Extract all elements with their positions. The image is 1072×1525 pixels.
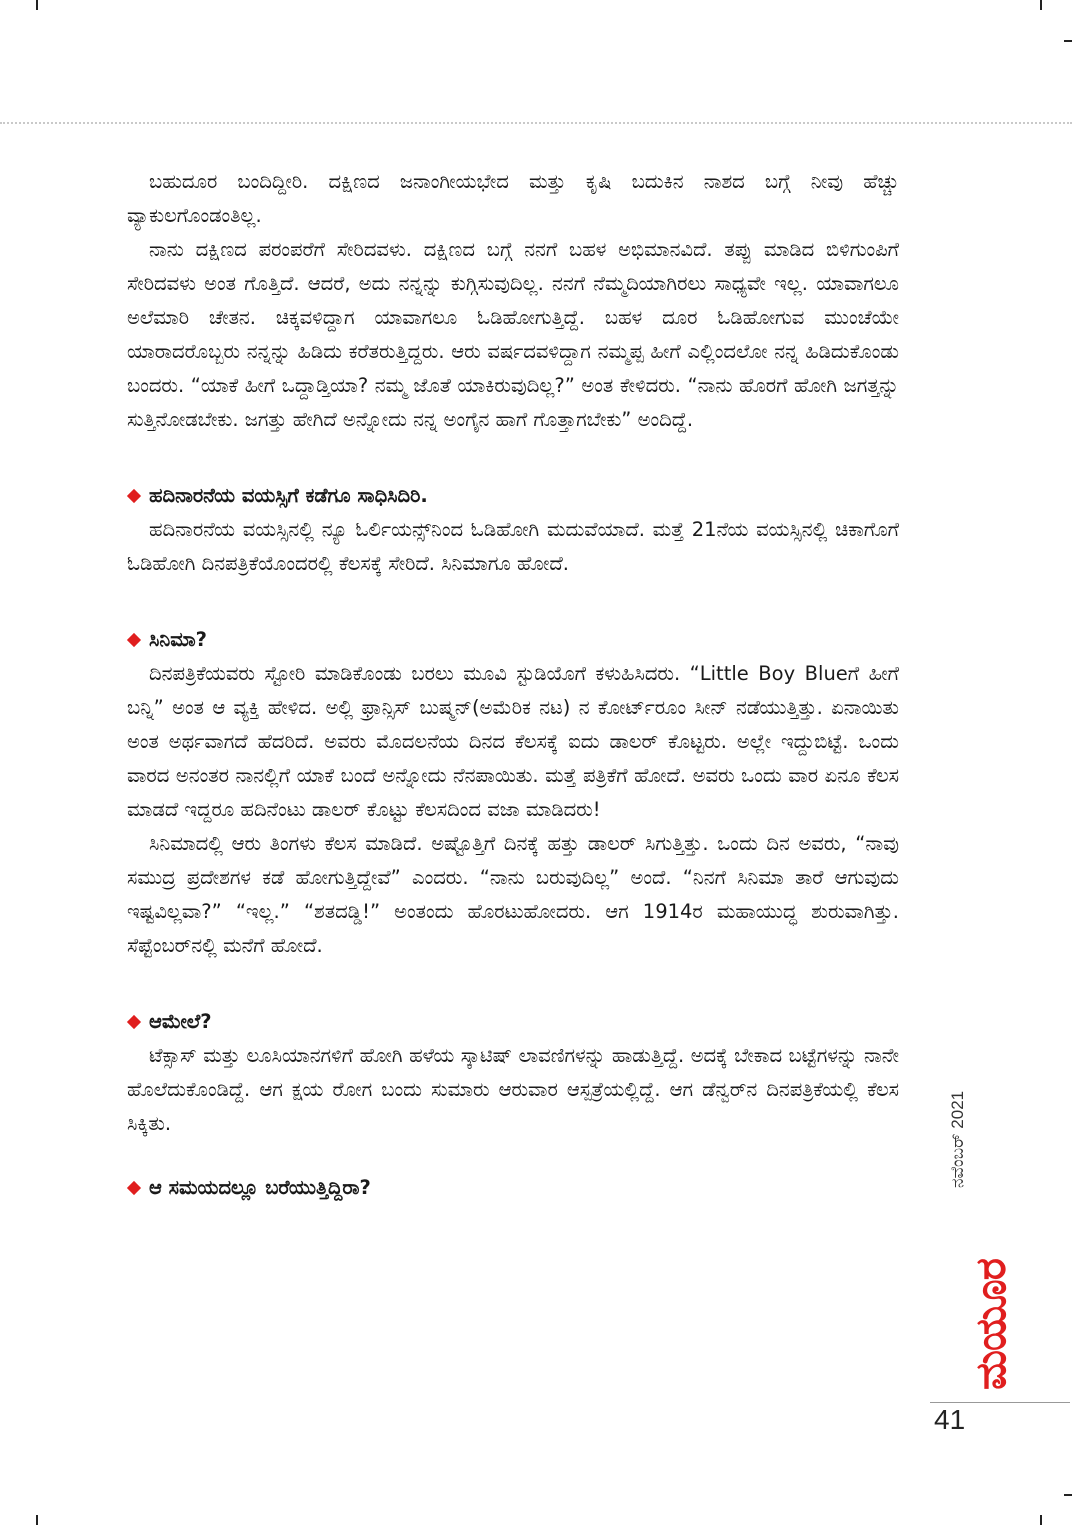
paragraph-intro-question: ಬಹುದೂರ ಬಂದಿದ್ದೀರಿ. ದಕ್ಷಿಣದ ಜನಾಂಗೀಯಭೇದ ಮತ್ತು ಕೃಷಿ ಬದುಕಿನ ನಾಶದ ಬಗ್ಗೆ ನೀವು ಹೆಚ್ಚು ವ್ಯಾಕುಲಗೊಂಡಂತಿಲ್ಲ. (127, 170, 899, 227)
crop-mark-top-right (1040, 0, 1042, 10)
paragraph-answer-4: ಸಿನಿಮಾದಲ್ಲಿ ಆರು ತಿಂಗಳು ಕೆಲಸ ಮಾಡಿದೆ. ಅಷ್ಟೊತ್ತಿಗೆ ದಿನಕ್ಕೆ ಹತ್ತು ಡಾಲರ್ ಸಿಗುತ್ತಿತ್ತು. ಒಂದು ದಿನ ಅವರು, “ನಾವು ಸಮುದ್ರ ಪ್ರದೇಶಗಳ ಕಡೆ ಹೋಗುತ್ತಿದ್ದೇವೆ” ಎಂದರು. “ನಾನು ಬರುವುದಿಲ್ಲ” ಅಂದೆ. “ನಿನಗೆ ಸಿನಿಮಾ ತಾರೆ ಆಗುವುದು ಇಷ್ಟವಿಲ್ಲವಾ?” “ಇಲ್ಲ.” “ಶತದಡ್ಡಿ!” ಅಂತಂದು ಹೊರಟುಹೋದರು. ಆಗ 1914ರ ಮಹಾಯುದ್ಧ ಶುರುವಾಗಿತ್ತು. ಸೆಪ್ಟೆಂಬರ್‌ನಲ್ಲಿ ಮನೆಗೆ ಹೋದೆ. (127, 832, 899, 957)
red-diamond-bullet-icon (127, 633, 141, 647)
question-text: ಸಿನಿಮಾ? (149, 628, 207, 651)
crop-mark-top-left (36, 0, 38, 10)
paragraph-answer-1: ನಾನು ದಕ್ಷಿಣದ ಪರಂಪರೆಗೆ ಸೇರಿದವಳು. ದಕ್ಷಿಣದ ಬಗ್ಗೆ ನನಗೆ ಬಹಳ ಅಭಿಮಾನವಿದೆ. ತಪ್ಪು ಮಾಡಿದ ಬಿಳಿಗುಂಪಿಗೆ ಸೇರಿದವಳು ಅಂತ ಗೊತ್ತಿದೆ. ಆದರೆ, ಅದು ನನ್ನನ್ನು ಕುಗ್ಗಿಸುವುದಿಲ್ಲ. ನನಗೆ ನೆಮ್ಮದಿಯಾಗಿರಲು ಸಾಧ್ಯವೇ ಇಲ್ಲ. ಯಾವಾಗಲೂ ಅಲೆಮಾರಿ ಚೇತನ. ಚಿಕ್ಕವಳಿದ್ದಾಗ ಯಾವಾಗಲೂ ಓಡಿಹೋಗುತ್ತಿದ್ದೆ. ಬಹಳ ದೂರ ಓಡಿಹೋಗುವ ಮುಂಚೆಯೇ ಯಾರಾದರೊಬ್ಬರು ನನ್ನನ್ನು ಹಿಡಿದು ಕರೆತರುತ್ತಿದ್ದರು. ಆರು ವರ್ಷದವಳಿದ್ದಾಗ ನಮ್ಮಪ್ಪ ಹೀಗೆ ಎಲ್ಲಿಂದಲೋ ನನ್ನ ಹಿಡಿದುಕೊಂಡು ಬಂದರು. “ಯಾಕೆ ಹೀಗೆ ಒದ್ದಾಡ್ತಿಯಾ? ನಮ್ಮ ಜೊತೆ ಯಾಕಿರುವುದಿಲ್ಲ?” ಅಂತ ಕೇಳಿದರು. “ನಾನು ಹೊರಗೆ ಹೋಗಿ ಜಗತ್ತನ್ನು ಸುತ್ತಿನೋಡಬೇಕು. ಜಗತ್ತು ಹೇಗಿದೆ ಅನ್ನೋದು ನನ್ನ ಅಂಗೈನ ಹಾಗೆ ಗೊತ್ತಾಗಬೇಕು” ಅಂದಿದ್ದೆ. (127, 238, 899, 431)
article-body (127, 165, 899, 1205)
question-text: ಹದಿನಾರನೆಯ ವಯಸ್ಸಿಗೆ ಕಡೆಗೂ ಸಾಧಿಸಿದಿರಿ. (149, 484, 428, 507)
crop-mark-right-lower (1064, 1494, 1072, 1496)
question-text: ಆ ಸಮಯದಲ್ಲೂ ಬರೆಯುತ್ತಿದ್ದಿರಾ? (149, 1176, 371, 1199)
magazine-logo: ಮಯೂರ (966, 1259, 1015, 1390)
paragraph-answer-5: ಟೆಕ್ಸಾಸ್ ಮತ್ತು ಲೂಸಿಯಾನಗಳಿಗೆ ಹೋಗಿ ಹಳೆಯ ಸ್ಕಾಟಿಷ್ ಲಾವಣಿಗಳನ್ನು ಹಾಡುತ್ತಿದ್ದೆ. ಅದಕ್ಕೆ ಬೇಕಾದ ಬಟ್ಟೆಗಳನ್ನು ನಾನೇ ಹೊಲೆದುಕೊಂಡಿದ್ದೆ. ಆಗ ಕ್ಷಯ ರೋಗ ಬಂದು ಸುಮಾರು ಆರುವಾರ ಆಸ್ಪತ್ರೆಯಲ್ಲಿದ್ದೆ. ಆಗ ಡೆನ್ವರ್‌ನ ದಿನಪತ್ರಿಕೆಯಲ್ಲಿ ಕೆಲಸ ಸಿಕ್ಕಿತು. (127, 1044, 899, 1135)
question-text: ಆಮೇಲೆ? (149, 1010, 212, 1033)
issue-date: ನವೆಂಬರ್ 2021 (948, 1090, 967, 1188)
red-diamond-bullet-icon (127, 1015, 141, 1029)
spacer (127, 1141, 899, 1171)
spacer (127, 437, 899, 479)
paragraph-answer-2: ಹದಿನಾರನೆಯ ವಯಸ್ಸಿನಲ್ಲಿ ನ್ಯೂ ಓರ್ಲಿಯನ್ಸ್‌ನಿಂದ ಓಡಿಹೋಗಿ ಮದುವೆಯಾದೆ. ಮತ್ತೆ 21ನೆಯ ವಯಸ್ಸಿನಲ್ಲಿ ಚಿಕಾಗೊಗೆ ಓಡಿಹೋಗಿ ದಿನಪತ್ರಿಕೆಯೊಂದರಲ್ಲಿ ಕೆಲಸಕ್ಕೆ ಸೇರಿದೆ. ಸಿನಿಮಾಗೂ ಹೋದೆ. (127, 518, 899, 575)
crop-mark-bottom-right (1040, 1515, 1042, 1525)
spacer (127, 581, 899, 623)
paragraph-answer-3: ದಿನಪತ್ರಿಕೆಯವರು ಸ್ಟೋರಿ ಮಾಡಿಕೊಂಡು ಬರಲು ಮೂವಿ ಸ್ಟುಡಿಯೊಗೆ ಕಳುಹಿಸಿದರು. “Little Boy Blueಗೆ ಹೀಗೆ ಬನ್ನಿ” ಅಂತ ಆ ವ್ಯಕ್ತಿ ಹೇಳಿದ. ಅಲ್ಲಿ ಫ್ರಾನ್ಸಿಸ್ ಬುಷ್ಮನ್(ಅಮೆರಿಕ ನಟ) ನ ಕೋರ್ಟ್‌ರೂಂ ಸೀನ್ ನಡೆಯುತ್ತಿತ್ತು. ಏನಾಯಿತು ಅಂತ ಅರ್ಥವಾಗದೆ ಹೆದರಿದೆ. ಅವರು ಮೊದಲನೆಯ ದಿನದ ಕೆಲಸಕ್ಕೆ ಐದು ಡಾಲರ್ ಕೊಟ್ಟರು. ಅಲ್ಲೇ ಇದ್ದುಬಿಟ್ಟೆ. ಒಂದು ವಾರದ ಅನಂತರ ನಾನಲ್ಲಿಗೆ ಯಾಕೆ ಬಂದೆ ಅನ್ನೋದು ನೆನಪಾಯಿತು. ಮತ್ತೆ ಪತ್ರಿಕೆಗೆ ಹೋದೆ. ಅವರು ಒಂದು ವಾರ ಏನೂ ಕೆಲಸ ಮಾಡದೆ ಇದ್ದರೂ ಹದಿನೆಂಟು ಡಾಲರ್ ಕೊಟ್ಟು ಕೆಲಸದಿಂದ ವಜಾ ಮಾಡಿದರು! (127, 662, 899, 821)
crop-mark-bottom-left (36, 1515, 38, 1525)
interview-question-4 (127, 1171, 899, 1205)
interview-question-2 (127, 623, 899, 657)
red-diamond-bullet-icon (127, 489, 141, 503)
interview-question-1 (127, 479, 899, 513)
spacer (127, 963, 899, 1005)
page-number: 41 (934, 1404, 966, 1435)
red-diamond-bullet-icon (127, 1181, 141, 1195)
crop-mark-right-upper (1064, 40, 1072, 42)
header-dotted-rule (0, 122, 1072, 124)
folio-rule (930, 1402, 1070, 1403)
interview-question-3 (127, 1005, 899, 1039)
